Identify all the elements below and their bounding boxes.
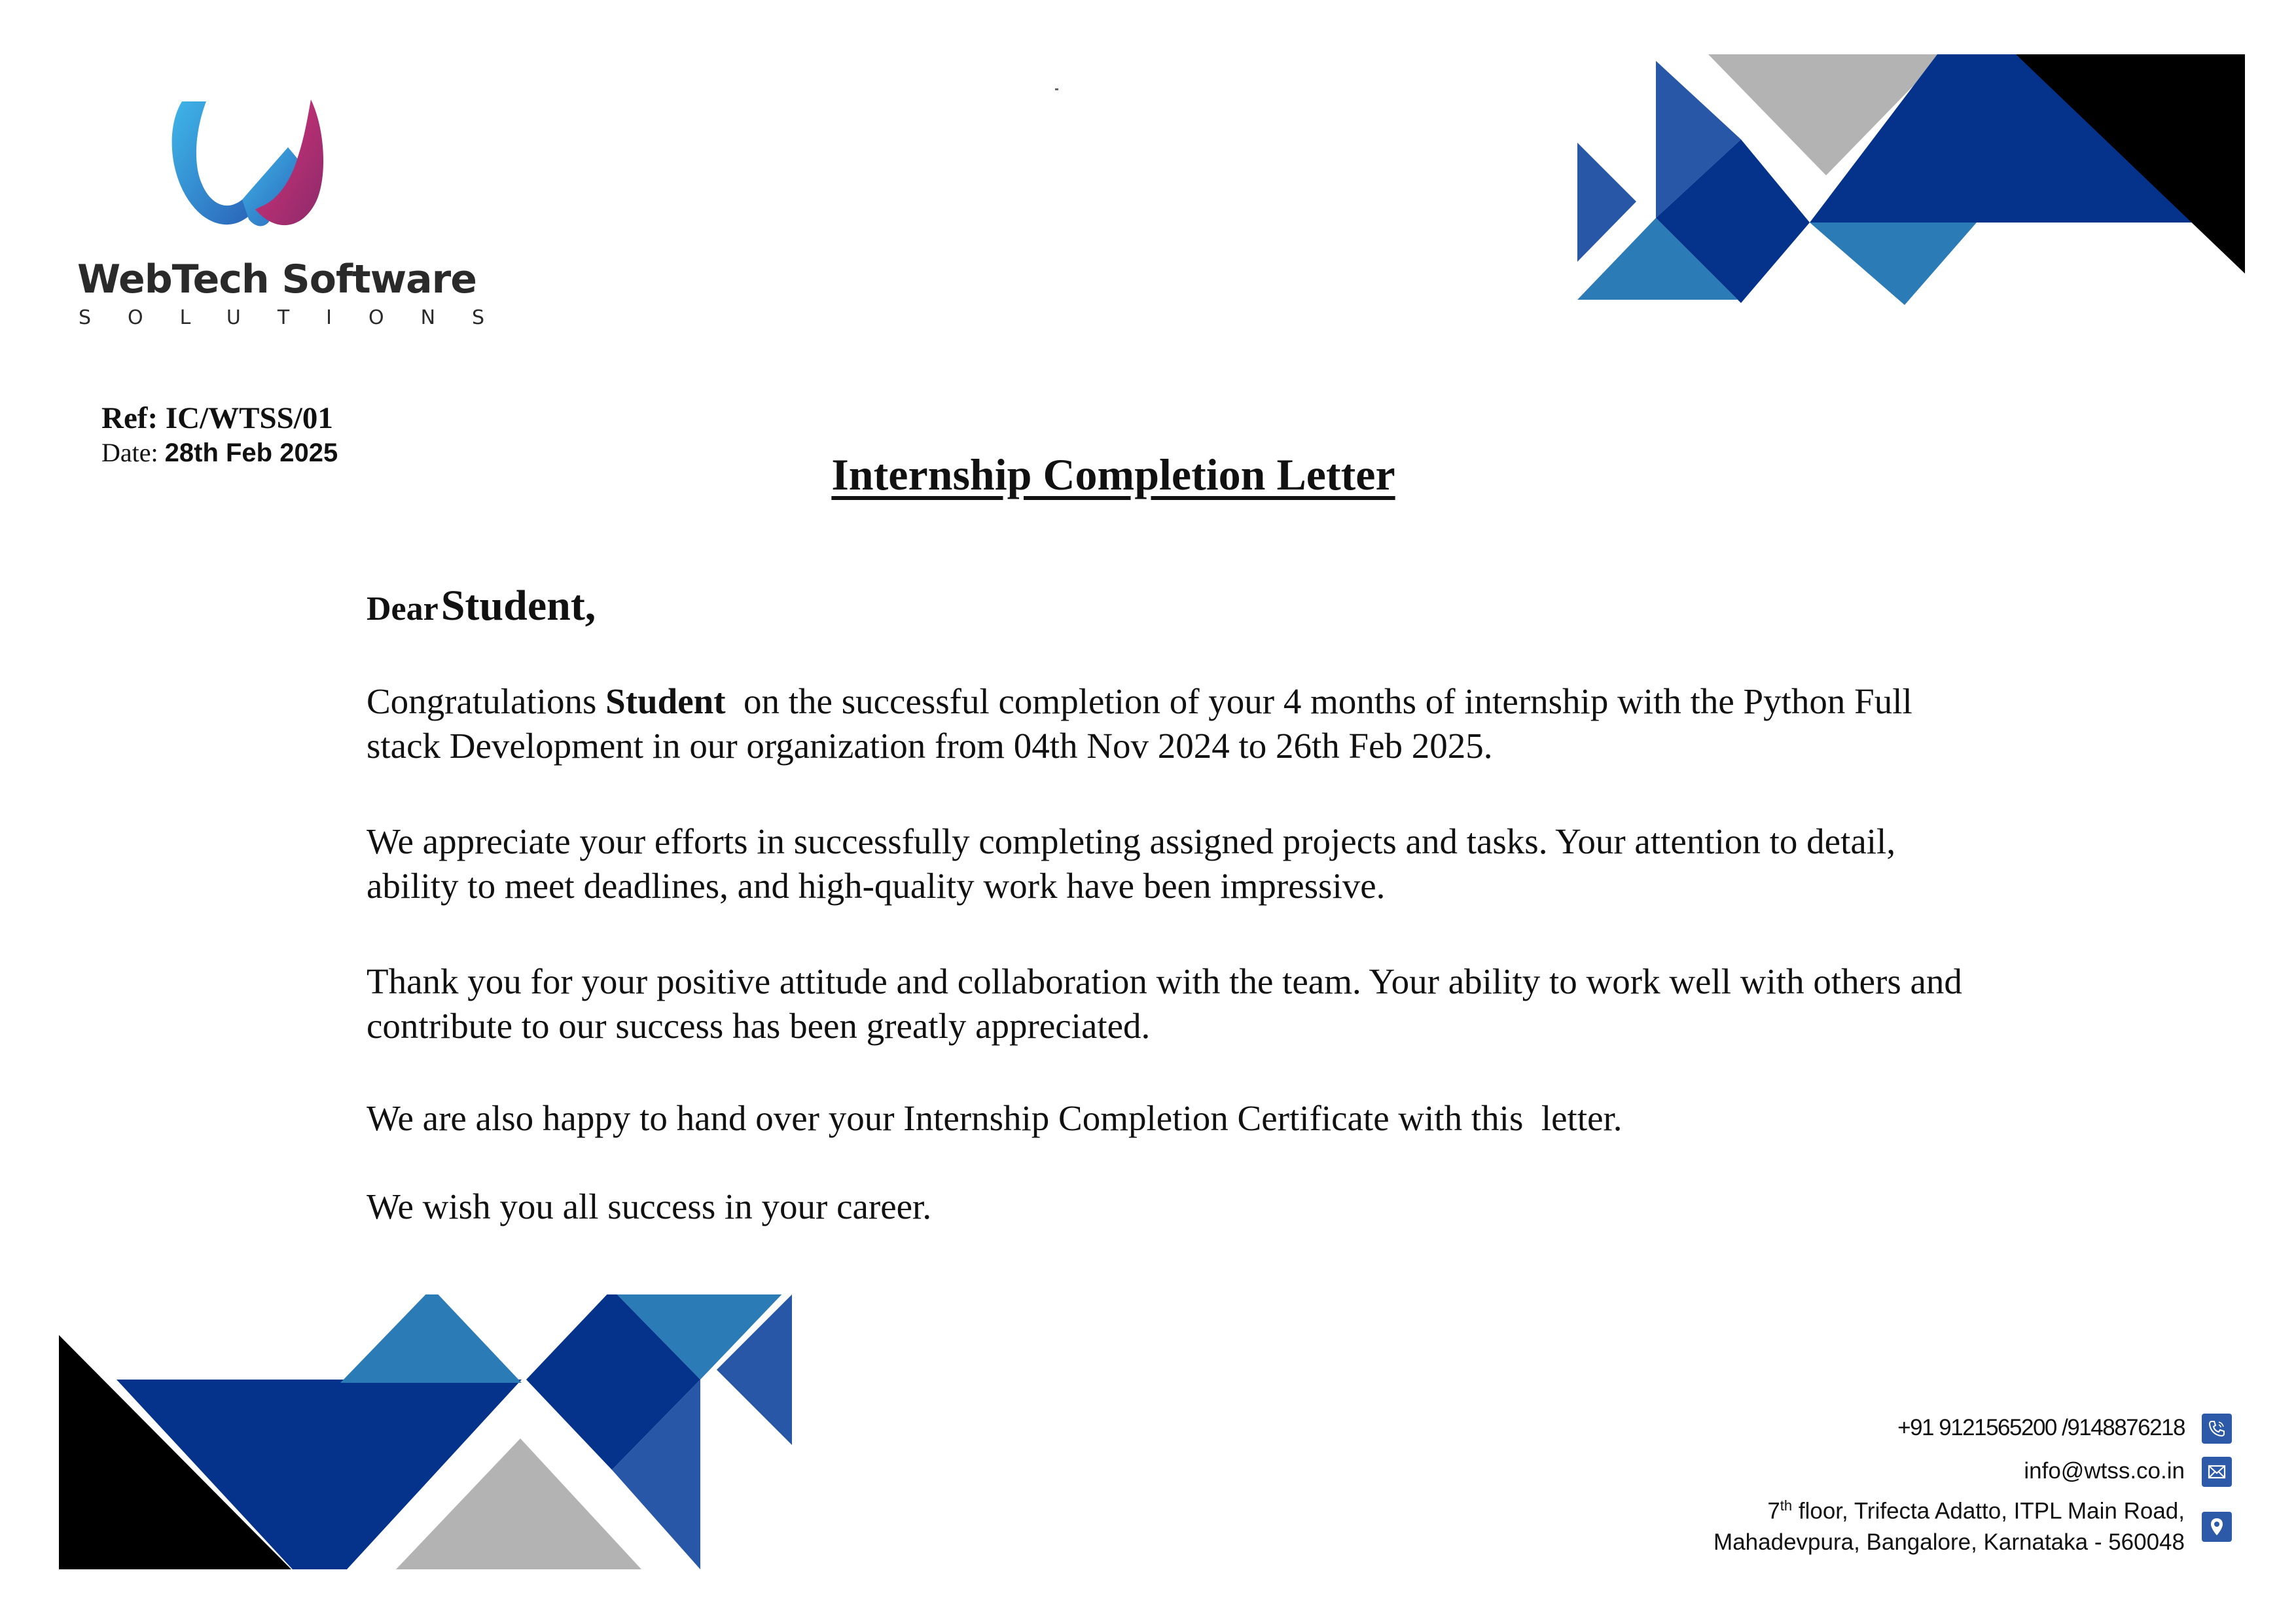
salutation (367, 581, 596, 631)
email-icon (2202, 1457, 2232, 1487)
date-label: Date: (101, 438, 158, 467)
address-floor-number: 7 (1767, 1498, 1780, 1524)
body-paragraph-2: We appreciate your efforts in successfully completing assigned projects and tasks. Your attention to detail, ability to meet deadlines, and high-quality work have been impressive. (367, 821, 1896, 906)
decorative-shapes-bottom (59, 1294, 798, 1569)
company-tagline: SOLUTIONS (79, 306, 522, 329)
contact-address-line-2: Mahadevpura, Bangalore, Karnataka - 560048 (1713, 1529, 2185, 1555)
location-icon (2202, 1512, 2232, 1542)
body-paragraph-5: We wish you all success in your career. (367, 1186, 932, 1226)
contact-phone: +91 9121565200 /9148876218 (1897, 1415, 2185, 1440)
contact-email: info@wtss.co.in (2024, 1458, 2185, 1484)
address-line-1-rest: floor, Trifecta Adatto, ITPL Main Road, (1792, 1498, 2185, 1524)
company-name: WebTech Software (77, 257, 476, 302)
p1-before: Congratulations (367, 681, 606, 721)
letter-title: Internship Completion Letter (831, 450, 1395, 499)
salutation-name: Student, (440, 582, 596, 630)
body-paragraph-1 (367, 679, 1977, 768)
stray-mark (1055, 88, 1058, 90)
reference-number: Ref: IC/WTSS/01 (101, 401, 333, 435)
company-logo-icon (164, 92, 360, 245)
body-paragraph-3: Thank you for your positive attitude and collaboration with the team. Your ability to work well with others and contribute to our success has been greatly appreciated. (367, 961, 1962, 1046)
p1-after: on the successful completion of your 4 months of internship with the Python Full stack Development in our organization from 04th Nov 2024 to 26th Feb 2025. (367, 681, 1922, 766)
date-value: 28th Feb 2025 (164, 438, 338, 467)
body-paragraph-4: We are also happy to hand over your Internship Completion Certificate with this letter. (367, 1098, 1623, 1138)
decorative-shapes-top (1564, 51, 2245, 313)
contact-address-line-1 (1767, 1497, 2185, 1525)
address-floor-suffix: th (1780, 1497, 1793, 1514)
phone-icon (2202, 1414, 2232, 1444)
salutation-greeting: Dear (367, 590, 439, 628)
p1-student-name: Student (605, 681, 726, 721)
